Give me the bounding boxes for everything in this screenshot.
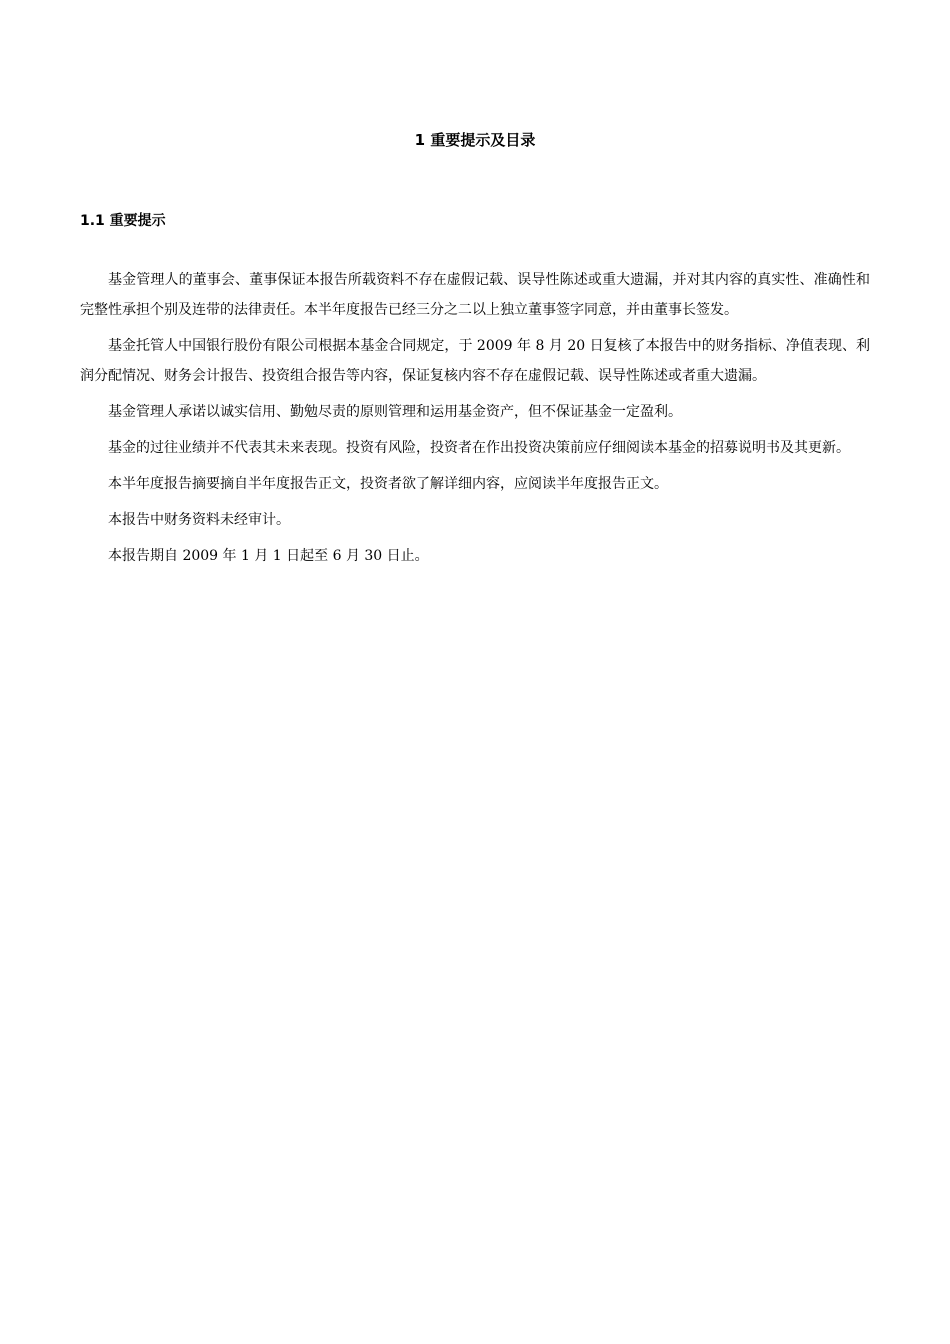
chapter-title: 1 重要提示及目录	[414, 131, 536, 149]
body-text	[80, 265, 870, 577]
paragraph-unaudited-note: 本报告中财务资料未经审计。	[108, 512, 290, 528]
paragraph-report-period: 本报告期自 2009 年 1 月 1 日起至 6 月 30 日止。	[108, 548, 429, 564]
paragraph-manager-commitment: 基金管理人承诺以诚实信用、勤勉尽责的原则管理和运用基金资产，但不保证基金一定盈利。	[108, 404, 682, 420]
paragraph-custodian-review: 基金托管人中国银行股份有限公司根据本基金合同规定，于 2009 年 8 月 20 日复核了本报告中的财务指标、净值表现、利润分配情况、财务会计报告、投资组合报告等内容，保证复核内容不存在虚假记载、误导性陈述或者重大遗漏。	[80, 338, 870, 384]
paragraph-risk-warning: 基金的过往业绩并不代表其未来表现。投资有风险，投资者在作出投资决策前应仔细阅读本基金的招募说明书及其更新。	[108, 440, 850, 456]
section-heading: 1.1 重要提示	[80, 213, 166, 229]
paragraph-summary-note: 本半年度报告摘要摘自半年度报告正文，投资者欲了解详细内容，应阅读半年度报告正文。	[108, 476, 668, 492]
paragraph-board-guarantee: 基金管理人的董事会、董事保证本报告所载资料不存在虚假记载、误导性陈述或重大遗漏，并对其内容的真实性、准确性和完整性承担个别及连带的法律责任。本半年度报告已经三分之二以上独立董事签字同意，并由董事长签发。	[80, 272, 870, 318]
